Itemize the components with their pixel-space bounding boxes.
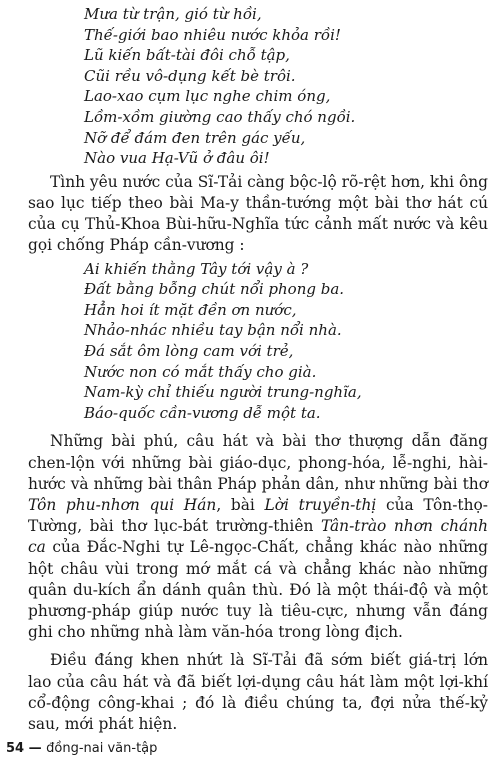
work-title: Tân-trào nhơn chánh ca	[28, 517, 488, 557]
poem-line: Nào vua Hạ-Vũ ở đâu ôi!	[84, 149, 270, 168]
poem-line: Lao-xao cụm lục nghe chim óng,	[84, 87, 331, 106]
poem-line: Lồm-xồm giường cao thấy chó ngồi.	[84, 107, 356, 126]
paragraph-text: của Đắc-Nghi tự Lê-ngọc-Chất, chẳng khác nào những hột châu vùi trong mớ mắt cá và chẳng khác nào những quân du-kích ẩn dánh quân thù. Đó là một thái-độ và một phương-pháp giúp nước tuy là tiêu-cực, nhưng vẫn đáng ghi cho những nhà làm văn-hóa trong lòng địch.	[28, 538, 488, 642]
paragraph-analysis	[28, 431, 488, 643]
poem-stanza-1	[84, 4, 488, 169]
page-number: 54	[6, 741, 25, 756]
poem-line: Ai khiến thằng Tây tới vậy à ?	[84, 259, 309, 278]
poem-line: Báo-quốc cần-vương dễ một ta.	[84, 403, 321, 422]
poem-line: Đất bằng bỗng chút nổi phong ba.	[84, 280, 345, 299]
paragraph-text: , bài	[216, 495, 265, 514]
paragraph-text: của Tôn-thọ-Tường, bài thơ lục-bát trường-thiên	[28, 495, 488, 536]
paragraph-text: Những bài phú, câu hát và bài thơ thượng dẫn đăng chen-lộn với những bài giáo-dục, phong-hóa, lễ-nghi, hài-hước và những bài thân Pháp phản dân, như những bài thơ	[28, 432, 488, 493]
poem-stanza-2	[84, 259, 488, 424]
poem-line: Nước non có mắt thấy cho già.	[84, 362, 317, 381]
work-title: Tôn phu-nhơn qui Hán	[28, 495, 217, 514]
poem-line: Hẳn hoi ít mặt đền ơn nước,	[84, 300, 297, 319]
poem-line: Thế-giới bao nhiêu nước khỏa rồi!	[84, 25, 341, 44]
paragraph-intro: Tình yêu nước của Sĩ-Tải càng bộc-lộ rõ-rệt hơn, khi ông sao lục tiếp theo bài Ma-y thần-tướng một bài thơ hát cú của cụ Thủ-Khoa Bùi-hữu-Nghĩa tức cảnh mất nước và kêu gọi chống Pháp cần-vương :	[28, 172, 488, 255]
page-footer	[6, 741, 157, 756]
poem-line: Nam-kỳ chỉ thiếu người trung-nghĩa,	[84, 383, 362, 402]
poem-line: Nhảo-nhác nhiều tay bận nổi nhà.	[84, 321, 342, 340]
poem-line: Mưa từ trận, gió từ hồi,	[84, 5, 262, 23]
poem-line: Cũi rều vô-dụng kết bè trôi.	[84, 66, 296, 85]
publication-title: đồng-nai văn-tập	[46, 741, 158, 756]
poem-line: Đá sắt ôm lòng cam với trẻ,	[84, 341, 294, 360]
footer-dash: —	[24, 741, 47, 756]
paragraph-conclusion: Điều đáng khen nhứt là Sĩ-Tải đã sớm biết giá-trị lớn lao của câu hát và đã biết lợi-dụng câu hát làm một lợi-khí cổ-động công-khai ; đó là điều chúng ta, đợi nửa thế-kỷ sau, mới phát hiện.	[28, 651, 488, 733]
work-title: Lời truyền-thị	[264, 495, 377, 514]
poem-line: Lũ kiến bất-tài đôi chỗ tập,	[84, 46, 290, 65]
poem-line: Nỡ để đám đen trên gác yếu,	[84, 128, 306, 147]
